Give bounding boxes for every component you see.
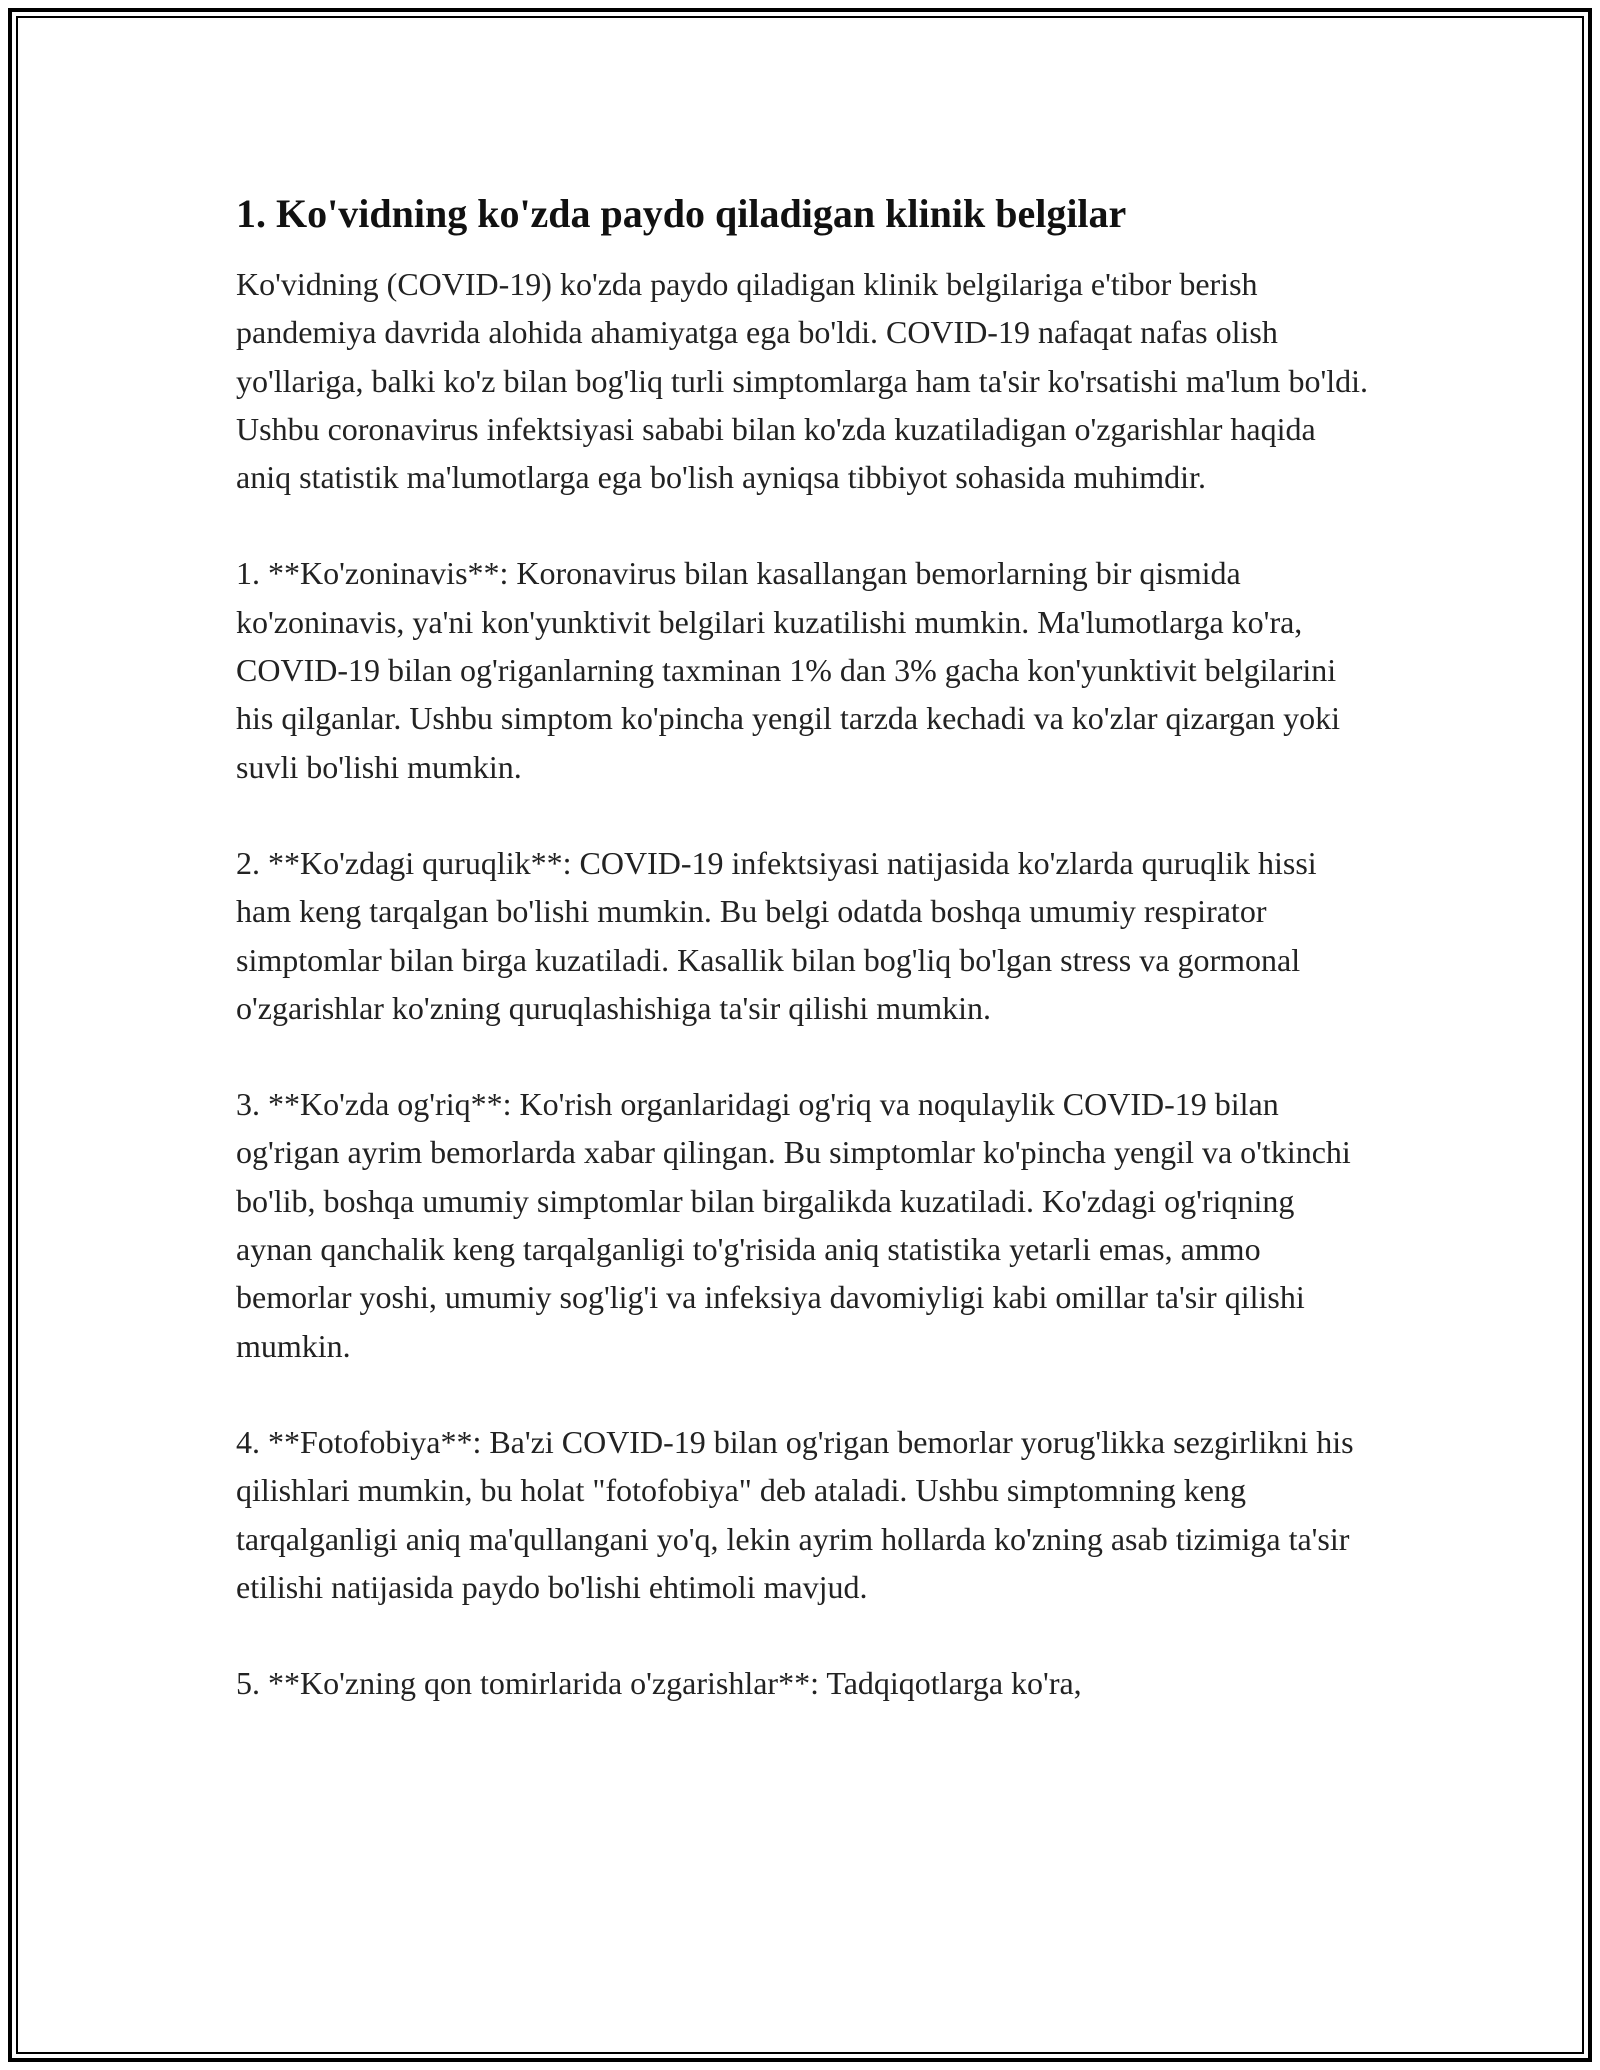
list-item-conjunctivitis: 1. **Ko'zoninavis**: Koronavirus bilan kasallangan bemorlarning bir qismida ko'zoninavis, ya'ni kon'yunktivit belgilari kuzatilishi mumkin. Ma'lumotlarga ko'ra, COVID-19 bilan og'riganlarning taxminan 1% dan 3% gacha kon'yunktivit belgilarini his qilganlar. Ushbu simptom ko'pincha yengil tarzda kechadi va ko'zlar qizargan yoki suvli bo'lishi mumkin. — [236, 555, 1340, 785]
intro-paragraph: Ko'vidning (COVID-19) ko'zda paydo qiladigan klinik belgilariga e'tibor berish pandemiya davrida alohida ahamiyatga ega bo'ldi. COVID-19 nafaqat nafas olish yo'llariga, balki ko'z bilan bog'liq turli simptomlarga ham ta'sir ko'rsatishi ma'lum bo'ldi. Ushbu coronavirus infektsiyasi sababi bilan ko'zda kuzatiladigan o'zgarishlar haqida aniq statistik ma'lumotlarga ega bo'lish ayniqsa tibbiyot sohasida muhimdir. — [236, 266, 1369, 496]
document-body — [236, 188, 1376, 1755]
list-item-eye-pain: 3. **Ko'zda og'riq**: Ko'rish organlaridagi og'riq va noqulaylik COVID-19 bilan og'rigan ayrim bemorlarda xabar qilingan. Bu simptomlar ko'pincha yengil va o'tkinchi bo'lib, boshqa umumiy simptomlar bilan birgalikda kuzatiladi. Ko'zdagi og'riqning aynan qanchalik keng tarqalganligi to'g'risida aniq statistika yetarli emas, ammo bemorlar yoshi, umumiy sog'lig'i va infeksiya davomiyligi kabi omillar ta'sir qilishi mumkin. — [236, 1086, 1351, 1364]
section-heading: 1. Ko'vidning ko'zda paydo qiladigan klinik belgilar — [236, 191, 1127, 236]
list-item-photophobia: 4. **Fotofobiya**: Ba'zi COVID-19 bilan og'rigan bemorlar yorug'likka sezgirlikni his qilishlari mumkin, bu holat "fotofobiya" deb ataladi. Ushbu simptomning keng tarqalganligi aniq ma'qullangani yo'q, lekin ayrim hollarda ko'zning asab tizimiga ta'sir etilishi natijasida paydo bo'lishi ehtimoli mavjud. — [236, 1423, 1354, 1605]
list-item-dryness: 2. **Ko'zdagi quruqlik**: COVID-19 infektsiyasi natijasida ko'zlarda quruqlik hissi ham keng tarqalgan bo'lishi mumkin. Bu belgi odatda boshqa umumiy respirator simptomlar bilan birga kuzatiladi. Kasallik bilan bog'liq bo'lgan stress va gormonal o'zgarishlar ko'zning quruqlashishiga ta'sir qilishi mumkin. — [236, 844, 1317, 1026]
list-item-blood-vessels: 5. **Ko'zning qon tomirlarida o'zgarishlar**: Tadqiqotlarga ko'ra, — [236, 1665, 1082, 1702]
